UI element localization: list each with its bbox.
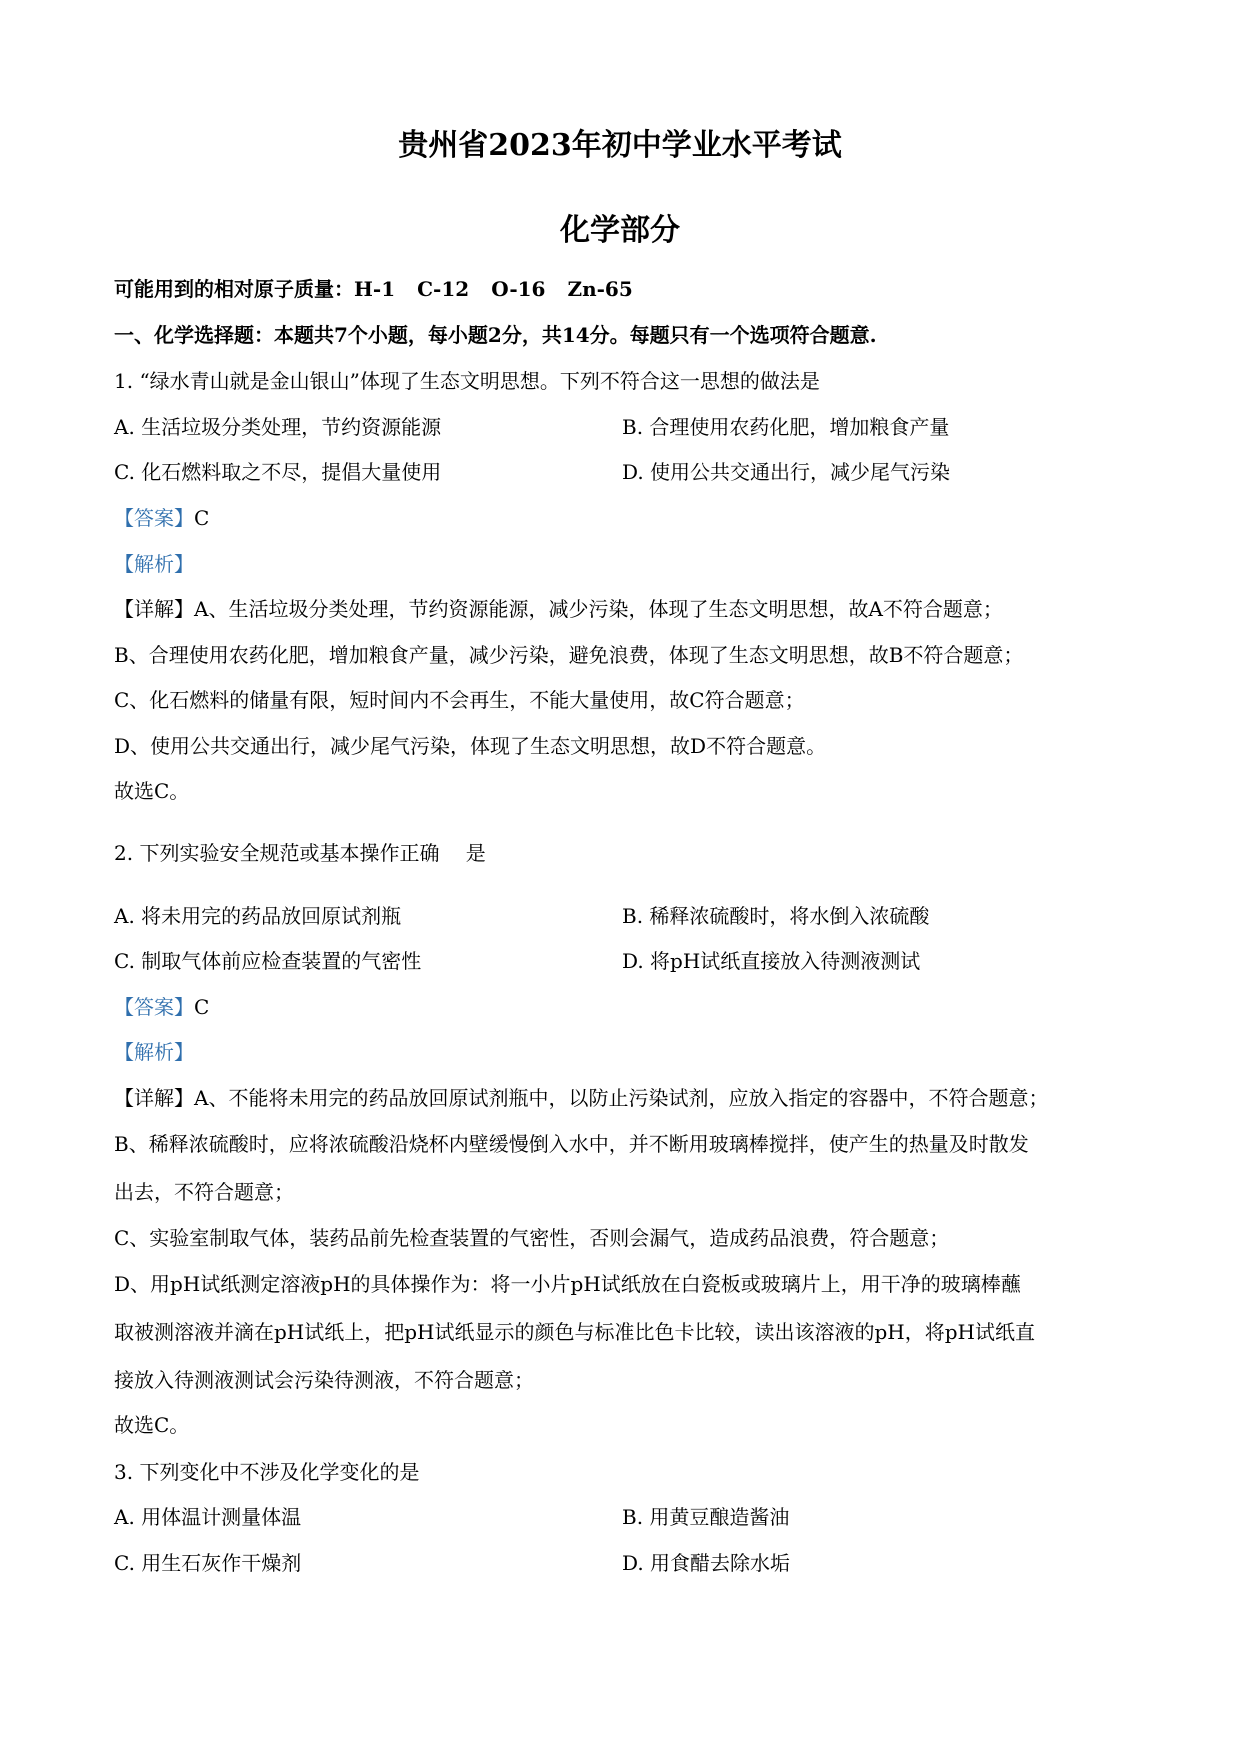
q2-analysis-tag: 【解析】: [114, 1040, 194, 1064]
q1-detail-4: D、使用公共交通出行，减少尾气污染，体现了生态文明思想，故D不符合题意。: [114, 734, 827, 758]
answer-tag: 【答案】: [114, 506, 194, 530]
q2-detail-2: B、稀释浓硫酸时，应将浓硫酸沿烧杯内壁缓慢倒入水中，并不断用玻璃棒搅拌，使产生的热量及时散发: [114, 1132, 1029, 1156]
atomic-mass-label: 可能用到的相对原子质量：: [114, 277, 354, 301]
q2-option-b: B. 稀释浓硫酸时，将水倒入浓硫酸: [622, 904, 930, 928]
section-heading: 一、化学选择题：本题共7个小题，每小题2分，共14分。每题只有一个选项符合题意.: [114, 323, 877, 347]
atomic-mass-c: C-12: [417, 277, 470, 301]
q3-option-b: B. 用黄豆酿造酱油: [622, 1505, 790, 1529]
q2-detail-7: 接放入待测液测试会污染待测液，不符合题意；: [114, 1368, 534, 1392]
q1-option-a: A. 生活垃圾分类处理，节约资源能源: [114, 415, 442, 439]
atomic-mass-line: [114, 279, 633, 299]
q1-detail-5: 故选C。: [114, 779, 190, 803]
q1-analysis-tag: 【解析】: [114, 552, 194, 576]
q2-detail-3: 出去，不符合题意；: [114, 1180, 294, 1204]
q2-stem: 2. 下列实验安全规范或基本操作正确 是: [114, 841, 486, 865]
q1-option-b: B. 合理使用农药化肥，增加粮食产量: [622, 415, 950, 439]
q1-answer-value: C: [194, 506, 210, 530]
section-title: 化学部分: [560, 213, 680, 248]
q1-detail-3: C、化石燃料的储量有限，短时间内不会再生，不能大量使用，故C符合题意；: [114, 688, 805, 712]
q1-option-c: C. 化石燃料取之不尽，提倡大量使用: [114, 460, 442, 484]
q2-option-d: D. 将pH试纸直接放入待测液测试: [622, 949, 921, 973]
q2-option-c: C. 制取气体前应检查装置的气密性: [114, 949, 422, 973]
q1-stem: 1. “绿水青山就是金山银山”体现了生态文明思想。下列不符合这一思想的做法是: [114, 369, 820, 393]
q1-detail-2: B、合理使用农药化肥，增加粮食产量，减少污染，避免浪费，体现了生态文明思想，故B不符合题意；: [114, 643, 1024, 667]
q3-option-c: C. 用生石灰作干燥剂: [114, 1551, 302, 1575]
page-title: 贵州省2023年初中学业水平考试: [398, 128, 842, 163]
q1-answer: [114, 508, 209, 528]
atomic-mass-zn: Zn-65: [567, 277, 633, 301]
q2-answer-value: C: [194, 995, 210, 1019]
q2-detail-6: 取被测溶液并滴在pH试纸上，把pH试纸显示的颜色与标准比色卡比较，读出该溶液的pH，将pH试纸直: [114, 1320, 1035, 1344]
q3-option-d: D. 用食醋去除水垢: [622, 1551, 791, 1575]
q2-detail-5: D、用pH试纸测定溶液pH的具体操作为：将一小片pH试纸放在白瓷板或玻璃片上，用干净的玻璃棒蘸: [114, 1272, 1021, 1296]
atomic-mass-o: O-16: [491, 277, 546, 301]
q1-detail-1: 【详解】A、生活垃圾分类处理，节约资源能源，减少污染，体现了生态文明思想，故A不符合题意；: [114, 597, 1003, 621]
q2-option-a: A. 将未用完的药品放回原试剂瓶: [114, 904, 402, 928]
q2-detail-4: C、实验室制取气体，装药品前先检查装置的气密性，否则会漏气，造成药品浪费，符合题意；: [114, 1226, 950, 1250]
q2-answer: [114, 997, 209, 1017]
answer-tag: 【答案】: [114, 995, 194, 1019]
q2-detail-1: 【详解】A、不能将未用完的药品放回原试剂瓶中，以防止污染试剂，应放入指定的容器中，不符合题意；: [114, 1086, 1049, 1110]
q3-option-a: A. 用体温计测量体温: [114, 1505, 302, 1529]
q2-detail-8: 故选C。: [114, 1413, 190, 1437]
q1-option-d: D. 使用公共交通出行，减少尾气污染: [622, 460, 951, 484]
q3-stem: 3. 下列变化中不涉及化学变化的是: [114, 1460, 420, 1484]
atomic-mass-h: H-1: [354, 277, 396, 301]
